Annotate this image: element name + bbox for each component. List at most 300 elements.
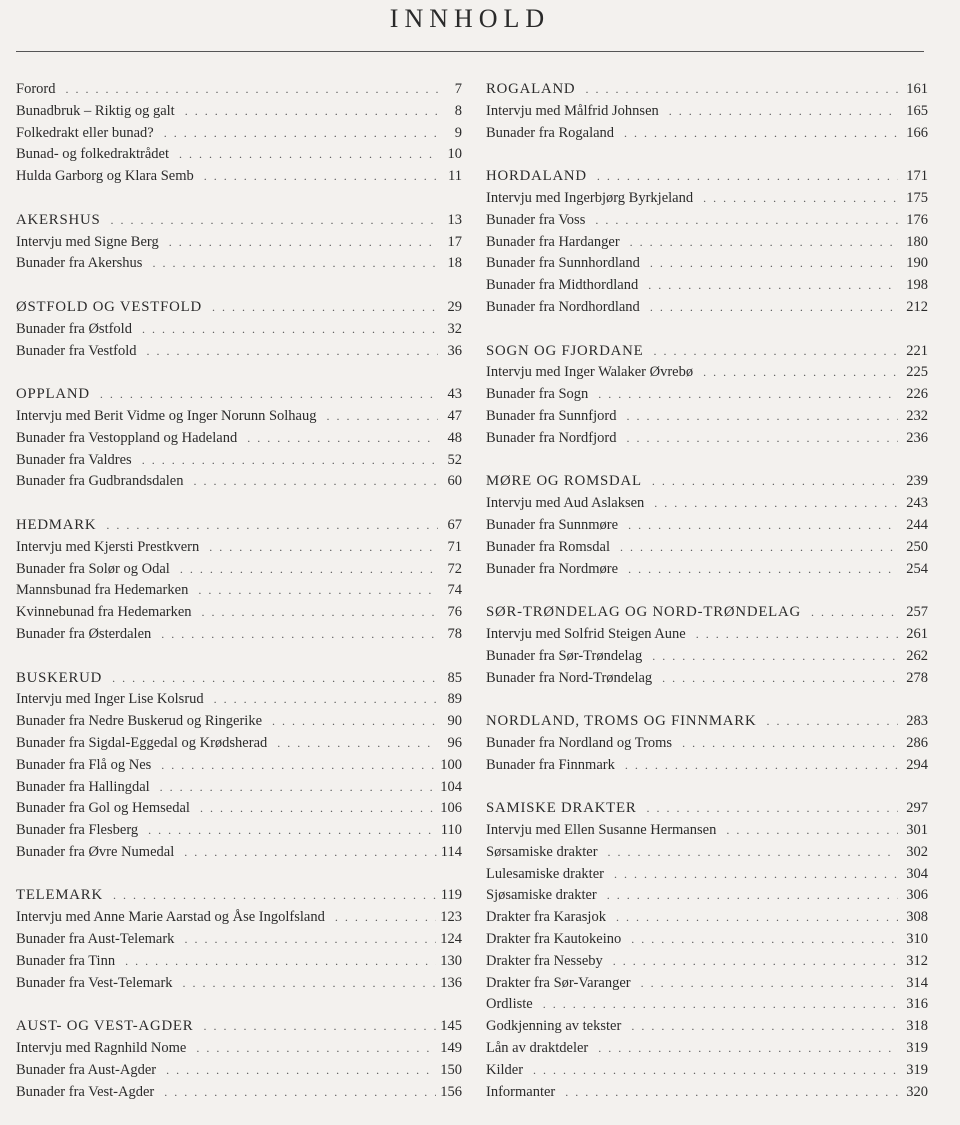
page-number: 250 <box>906 538 928 555</box>
toc-entry <box>16 711 462 733</box>
dot-leader <box>625 755 898 777</box>
entry-title: Drakter fra Karasjok <box>486 909 606 926</box>
entry-title: Bunader fra Tinn <box>16 952 116 969</box>
entry-title: Kvinnebunad fra Hedemarken <box>16 604 192 621</box>
dot-leader <box>204 166 438 188</box>
entry-title: Hulda Garborg og Klara Semb <box>16 168 194 185</box>
page-number: 123 <box>440 909 462 926</box>
page-number: 297 <box>906 800 928 817</box>
dot-leader <box>194 471 439 493</box>
toc-entry <box>16 689 462 711</box>
dot-leader <box>631 1016 898 1038</box>
toc-entry <box>486 1038 928 1060</box>
entry-title: Bunader fra Akershus <box>16 255 143 272</box>
dot-leader <box>164 1082 436 1104</box>
toc-entry <box>16 101 462 123</box>
dot-leader <box>766 711 898 733</box>
section-title-samiske-drakter: SAMISKE DRAKTER <box>486 800 637 817</box>
entry-title: Bunader fra Sigdal-Eggedal og Krødsherad <box>16 734 268 751</box>
dot-leader <box>626 428 898 450</box>
toc-entry <box>16 733 462 755</box>
entry-title: Bunader fra Nordfjord <box>486 429 617 446</box>
page-number: 244 <box>906 516 928 533</box>
dot-leader <box>613 951 898 973</box>
section-title-aust-og-vest-agder: AUST- OG VEST-AGDER <box>16 1018 194 1035</box>
page-number: 11 <box>448 168 462 185</box>
toc-entry <box>486 646 928 668</box>
page-number: 302 <box>906 843 928 860</box>
dot-leader <box>631 929 898 951</box>
entry-title: Bunader fra Flå og Nes <box>16 756 152 773</box>
entry-title: Bunader fra Sunnfjord <box>486 407 617 424</box>
page-number: 119 <box>440 887 462 904</box>
page-number: 319 <box>906 1040 928 1057</box>
dot-leader <box>628 515 898 537</box>
toc-section-heading <box>486 341 928 363</box>
page-number: 161 <box>906 81 928 97</box>
toc-entry <box>486 1016 928 1038</box>
toc-section-heading <box>16 668 462 690</box>
dot-leader <box>161 624 438 646</box>
entry-title: Bunader fra Flesberg <box>16 822 139 839</box>
page-number: 29 <box>447 298 462 315</box>
entry-title: Bunader fra Aust-Telemark <box>16 931 175 948</box>
entry-title: Intervju med Aud Aslaksen <box>486 495 645 512</box>
entry-title: Intervju med Berit Vidme og Inger Norunn Solhaug <box>16 407 317 424</box>
section-title-more-og-romsdal: MØRE OG ROMSDAL <box>486 473 642 490</box>
page-number: 7 <box>454 81 462 97</box>
entry-title: Bunader fra Rogaland <box>486 124 615 141</box>
toc-entry <box>16 1060 462 1082</box>
dot-leader <box>616 907 898 929</box>
toc-entry <box>486 864 928 886</box>
toc-entry <box>16 471 462 493</box>
toc-entry <box>16 406 462 428</box>
entry-title: Sørsamiske drakter <box>486 843 598 860</box>
dot-leader <box>272 711 438 733</box>
toc-entry <box>486 123 928 145</box>
dot-leader <box>628 559 898 581</box>
toc-entry <box>486 101 928 123</box>
toc-entry <box>486 733 928 755</box>
toc-left-column <box>16 79 462 1125</box>
entry-title: Bunader fra Øvre Numedal <box>16 843 175 860</box>
page-number: 78 <box>447 625 462 642</box>
dot-leader <box>247 428 438 450</box>
dot-leader <box>184 842 437 864</box>
toc-entry <box>16 450 462 472</box>
entry-title: Informanter <box>486 1083 556 1100</box>
toc-entry <box>486 624 928 646</box>
toc-entry <box>16 166 462 188</box>
toc-entry <box>16 777 462 799</box>
entry-title: Bunader fra Voss <box>486 211 586 228</box>
dot-leader <box>65 79 438 101</box>
page-number: 226 <box>906 386 928 403</box>
dot-leader <box>647 798 898 820</box>
page-number: 9 <box>454 124 462 141</box>
dot-leader <box>125 951 436 973</box>
page-number: 318 <box>906 1018 928 1035</box>
page-number: 106 <box>440 800 462 817</box>
toc-entry <box>16 232 462 254</box>
page-number: 190 <box>906 255 928 272</box>
section-title-hordaland: HORDALAND <box>486 168 587 185</box>
entry-title: Lulesamiske drakter <box>486 865 604 882</box>
page-number: 212 <box>906 298 928 315</box>
entry-title: Lån av draktdeler <box>486 1040 589 1057</box>
entry-title: Bunader fra Aust-Agder <box>16 1061 157 1078</box>
page-number: 71 <box>447 538 462 555</box>
toc-entry <box>486 406 928 428</box>
page-number: 104 <box>440 778 462 795</box>
toc-section-heading <box>16 297 462 319</box>
page-number: 48 <box>447 429 462 446</box>
dot-leader <box>543 994 898 1016</box>
page-number: 149 <box>440 1040 462 1057</box>
page-number: 166 <box>906 124 928 141</box>
entry-title: Bunader fra Sunnmøre <box>486 516 619 533</box>
dot-leader <box>641 973 898 995</box>
toc-right-column <box>486 79 928 1125</box>
page-number: 114 <box>440 843 462 860</box>
entry-title: Bunader fra Hardanger <box>486 233 620 250</box>
toc-entry <box>16 602 462 624</box>
dot-leader <box>160 777 437 799</box>
entry-title: Bunader fra Sunnhordland <box>486 255 640 272</box>
toc-section <box>486 711 928 776</box>
page-number: 286 <box>906 734 928 751</box>
dot-leader <box>630 232 898 254</box>
entry-title: Bunader fra Nordmøre <box>486 560 619 577</box>
toc-entry <box>16 624 462 646</box>
page-number: 283 <box>906 713 928 730</box>
dot-leader <box>113 885 437 907</box>
dot-leader <box>111 210 438 232</box>
entry-title: Bunader fra Hallingdal <box>16 778 150 795</box>
page-number: 145 <box>440 1018 462 1035</box>
entry-title: Bunader fra Nordhordland <box>486 298 640 315</box>
toc-entry <box>16 973 462 995</box>
entry-title: Bunader fra Nedre Buskerud og Ringerike <box>16 713 263 730</box>
toc-entry <box>486 820 928 842</box>
page-number: 175 <box>906 189 928 206</box>
page-title: INNHOLD <box>389 4 551 33</box>
entry-title: Intervju med Kjersti Prestkvern <box>16 538 200 555</box>
toc-entry <box>16 1082 462 1104</box>
toc-entry <box>16 341 462 363</box>
page-number: 67 <box>447 516 462 533</box>
toc-entry <box>16 123 462 145</box>
dot-leader <box>652 471 898 493</box>
dot-leader <box>654 493 898 515</box>
toc-section-heading <box>16 1016 462 1038</box>
page-number: 221 <box>906 342 928 359</box>
dot-leader <box>169 232 438 254</box>
toc-section-heading <box>16 384 462 406</box>
page-number: 110 <box>440 822 462 839</box>
page-number: 60 <box>447 473 462 490</box>
toc-entry <box>486 929 928 951</box>
entry-title: Bunader fra Nordland og Troms <box>486 734 673 751</box>
entry-title: Intervju med Inger Walaker Øvrebø <box>486 364 694 381</box>
page-number: 225 <box>906 364 928 381</box>
entry-title: Bunader fra Østerdalen <box>16 625 152 642</box>
dot-leader <box>703 188 898 210</box>
dot-leader <box>650 297 898 319</box>
page-number: 13 <box>447 211 462 228</box>
toc-entry <box>486 210 928 232</box>
dot-leader <box>597 166 898 188</box>
entry-title: Ordliste <box>486 996 533 1013</box>
dot-leader <box>183 973 437 995</box>
page-number: 306 <box>906 887 928 904</box>
dot-leader <box>565 1082 898 1104</box>
dot-leader <box>142 319 438 341</box>
dot-leader <box>106 515 438 537</box>
page-number: 176 <box>906 211 928 228</box>
entry-title: Bunader fra Vest-Telemark <box>16 974 173 991</box>
dot-leader <box>614 864 898 886</box>
entry-title: Bunader fra Valdres <box>16 451 132 468</box>
dot-leader <box>585 79 898 101</box>
dot-leader <box>152 253 438 275</box>
dot-leader <box>209 537 438 559</box>
section-title-oppland: OPPLAND <box>16 386 90 403</box>
toc-section-heading <box>16 515 462 537</box>
toc-entry <box>486 232 928 254</box>
entry-title: Forord <box>16 81 56 97</box>
dot-leader <box>184 929 436 951</box>
toc-section <box>16 297 462 362</box>
dot-leader <box>161 755 436 777</box>
entry-title: Bunader fra Gudbrandsdalen <box>16 473 184 490</box>
entry-title: Intervju med Signe Berg <box>16 233 159 250</box>
toc-section <box>16 885 462 994</box>
entry-title: Sjøsamiske drakter <box>486 887 597 904</box>
dot-leader <box>200 798 436 820</box>
toc-entry <box>486 951 928 973</box>
page-number: 301 <box>906 822 928 839</box>
toc-entry <box>486 755 928 777</box>
entry-title: Bunad- og folkedraktrådet <box>16 146 170 163</box>
dot-leader <box>624 123 898 145</box>
entry-title: Bunader fra Gol og Hemsedal <box>16 800 190 817</box>
entry-title: Bunader fra Vest-Agder <box>16 1083 155 1100</box>
entry-title: Bunader fra Østfold <box>16 320 132 337</box>
entry-title: Bunadbruk – Riktig og galt <box>16 102 175 119</box>
toc-section <box>486 471 928 580</box>
page-number: 278 <box>906 669 928 686</box>
page-number: 10 <box>447 146 462 163</box>
entry-title: Drakter fra Sør-Varanger <box>486 974 631 991</box>
dot-leader <box>198 580 438 602</box>
dot-leader <box>277 733 438 755</box>
entry-title: Godkjenning av tekster <box>486 1018 622 1035</box>
page-number: 36 <box>447 342 462 359</box>
dot-leader <box>650 253 898 275</box>
toc-entry <box>16 319 462 341</box>
page-number: 150 <box>440 1061 462 1078</box>
entry-title: Intervju med Ragnhild Nome <box>16 1040 187 1057</box>
entry-title: Intervju med Ingerbjørg Byrkjeland <box>486 189 694 206</box>
entry-title: Bunader fra Solør og Odal <box>16 560 170 577</box>
dot-leader <box>648 275 898 297</box>
page-number: 316 <box>906 996 928 1013</box>
entry-title: Bunader fra Sør-Trøndelag <box>486 647 643 664</box>
toc-entry <box>486 1082 928 1104</box>
page-number: 124 <box>440 931 462 948</box>
dot-leader <box>533 1060 898 1082</box>
page-number: 304 <box>906 865 928 882</box>
toc-entry <box>16 842 462 864</box>
page-number: 180 <box>906 233 928 250</box>
page-number: 156 <box>440 1083 462 1100</box>
dot-leader <box>654 341 899 363</box>
dot-leader <box>112 668 438 690</box>
toc-entry <box>486 973 928 995</box>
dot-leader <box>608 842 898 864</box>
page-number: 198 <box>906 277 928 294</box>
page-number: 243 <box>906 495 928 512</box>
toc-entry <box>486 842 928 864</box>
dot-leader <box>726 820 898 842</box>
toc-entry <box>16 559 462 581</box>
dot-leader <box>147 341 438 363</box>
entry-title: Drakter fra Nesseby <box>486 952 603 969</box>
dot-leader <box>703 362 898 384</box>
dot-leader <box>598 1038 898 1060</box>
toc-entry <box>486 384 928 406</box>
title-divider <box>16 51 924 52</box>
page-number: 232 <box>906 407 928 424</box>
section-title-akershus: AKERSHUS <box>16 211 101 228</box>
page-number: 76 <box>447 604 462 621</box>
page-number: 312 <box>906 952 928 969</box>
page-number: 96 <box>447 734 462 751</box>
dot-leader <box>142 450 438 472</box>
toc-section <box>486 341 928 450</box>
entry-title: Intervju med Ellen Susanne Hermansen <box>486 822 717 839</box>
entry-title: Mannsbunad fra Hedemarken <box>16 582 189 599</box>
dot-leader <box>620 537 898 559</box>
entry-title: Intervju med Solfrid Steigen Aune <box>486 625 686 642</box>
dot-leader <box>202 602 438 624</box>
toc-entry <box>486 537 928 559</box>
dot-leader <box>598 384 898 406</box>
toc-entry <box>486 1060 928 1082</box>
toc-entry <box>16 755 462 777</box>
toc-section <box>486 79 928 144</box>
entry-title: Bunader fra Midthordland <box>486 277 639 294</box>
section-title-nordland-troms-og-finnmark: NORDLAND, TROMS OG FINNMARK <box>486 713 757 730</box>
page-number: 90 <box>447 713 462 730</box>
page-number: 239 <box>906 473 928 490</box>
toc-entry <box>16 951 462 973</box>
page-number: 319 <box>906 1061 928 1078</box>
dot-leader <box>626 406 898 428</box>
dot-leader <box>180 559 438 581</box>
page-number: 43 <box>447 386 462 403</box>
toc-entry <box>486 188 928 210</box>
dot-leader <box>185 101 438 123</box>
dot-leader <box>164 123 438 145</box>
section-title-buskerud: BUSKERUD <box>16 669 103 686</box>
toc-entry <box>16 253 462 275</box>
entry-title: Folkedrakt eller bunad? <box>16 124 154 141</box>
entry-title: Drakter fra Kautokeino <box>486 931 622 948</box>
toc-section-heading <box>16 885 462 907</box>
section-title-sogn-og-fjordane: SOGN OG FJORDANE <box>486 342 644 359</box>
page-number: 17 <box>447 233 462 250</box>
section-title-ostfold-og-vestfold: ØSTFOLD OG VESTFOLD <box>16 298 202 315</box>
toc-section-heading <box>486 711 928 733</box>
toc-section <box>16 79 462 188</box>
dot-leader <box>148 820 437 842</box>
dot-leader <box>179 144 438 166</box>
toc-section-heading <box>486 79 928 101</box>
dot-leader <box>100 384 438 406</box>
section-title-sor-trondelag-og-nord-trondelag: SØR-TRØNDELAG OG NORD-TRØNDELAG <box>486 604 801 621</box>
dot-leader <box>595 210 898 232</box>
page-number: 257 <box>906 604 928 621</box>
dot-leader <box>696 624 898 646</box>
dot-leader <box>811 602 898 624</box>
toc-section-heading <box>16 210 462 232</box>
entry-title: Intervju med Inger Lise Kolsrud <box>16 691 204 708</box>
page-number: 262 <box>906 647 928 664</box>
entry-title: Intervju med Anne Marie Aarstad og Åse Ingolfsland <box>16 909 325 926</box>
toc-entry <box>486 668 928 690</box>
page-number: 314 <box>906 974 928 991</box>
toc-entry <box>486 493 928 515</box>
entry-title: Bunader fra Finnmark <box>486 756 615 773</box>
page-number: 85 <box>447 669 462 686</box>
page-number: 8 <box>454 102 462 119</box>
toc-section <box>16 384 462 493</box>
page-number: 47 <box>447 407 462 424</box>
page-number: 72 <box>447 560 462 577</box>
toc-entry <box>16 820 462 842</box>
page-number: 136 <box>440 974 462 991</box>
toc-entry <box>16 537 462 559</box>
dot-leader <box>212 297 438 319</box>
toc-entry <box>16 428 462 450</box>
toc-entry <box>16 929 462 951</box>
page-number: 18 <box>447 255 462 272</box>
toc-entry <box>486 515 928 537</box>
toc-entry <box>486 907 928 929</box>
page-number: 254 <box>906 560 928 577</box>
toc-entry <box>486 362 928 384</box>
page-number: 261 <box>906 625 928 642</box>
toc-section <box>16 668 462 864</box>
toc-entry <box>16 580 462 602</box>
toc-section <box>16 210 462 275</box>
toc-section <box>16 1016 462 1103</box>
page-number: 52 <box>447 451 462 468</box>
toc-section <box>486 166 928 319</box>
entry-title: Bunader fra Vestoppland og Hadeland <box>16 429 238 446</box>
page-number: 320 <box>906 1083 928 1100</box>
entry-title: Bunader fra Romsdal <box>486 538 611 555</box>
toc-section <box>16 515 462 646</box>
dot-leader <box>652 646 898 668</box>
page-number: 165 <box>906 102 928 119</box>
toc-entry <box>486 297 928 319</box>
dot-leader <box>327 406 439 428</box>
toc-entry <box>16 798 462 820</box>
